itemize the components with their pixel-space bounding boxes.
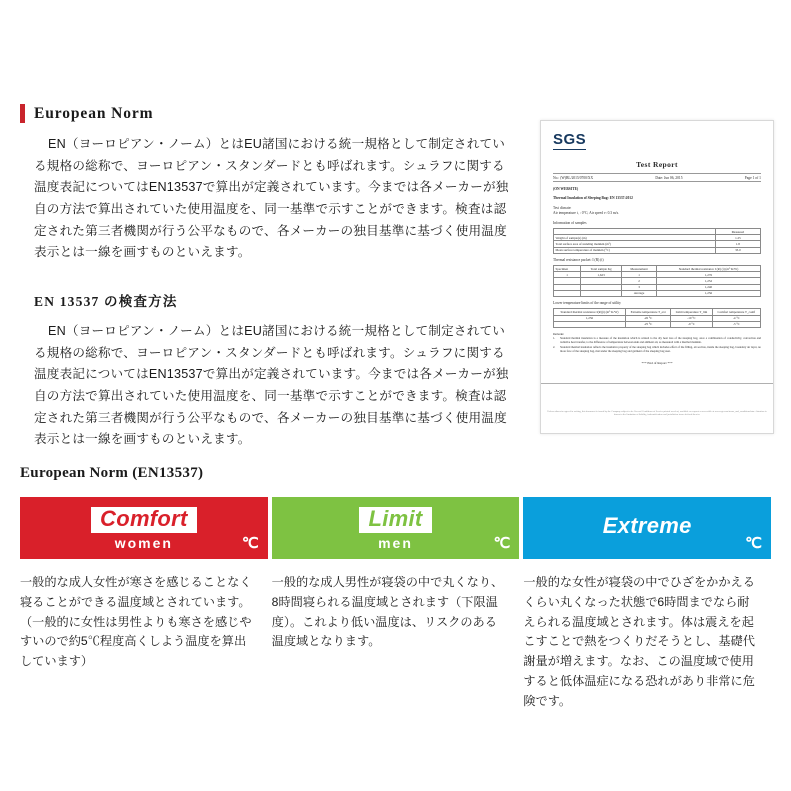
report-meta-page: Page 1 of 1 (744, 175, 761, 180)
limits-header: Comfort temperature T_comf (712, 309, 760, 315)
limits-cell: -9 °C (671, 321, 712, 327)
limits-cell: -10 °C (671, 315, 712, 321)
resistance-cell: 1 (554, 272, 581, 278)
table-row (554, 247, 761, 253)
report-note-number: 1. (553, 336, 556, 341)
report-divider (541, 383, 773, 410)
specimen-cell: Weight of sample(s) (m) (554, 235, 716, 241)
report-climate-line-2: Air temperature t₁ : 0°C; Air speed v: 0.3 m/s. (553, 211, 620, 216)
limits-header: Standard thermal resistance I(R)(t) (m²·K/W) (554, 309, 626, 315)
report-notes-heading: Remarks: (553, 331, 565, 336)
limits-cell: -3 °C (712, 321, 760, 327)
sgs-test-report-image (540, 120, 774, 434)
limits-cell: 1,256 (554, 315, 626, 321)
band-extreme-title-chip (603, 515, 692, 538)
band-comfort (20, 497, 268, 559)
report-end-marker: *** End of Report *** (641, 361, 673, 365)
paragraph-text: EN（ヨーロピアン・ノーム）とはEU諸国における統一規格として制定されている規格の総称で、ヨーロピアン・スタンダードとも呼ばれます。シュラフに関する温度表記についてはEN13537で算出が定義されています。今までは各メーカーが独自の方法で算出されていた使用温度を、同一基準で示すことができます。検査は認定された第三者機関が行う公平なもので、各メーカーの独目基準に基づく使用温度表示とは一線を画すものといえます。 (34, 137, 509, 260)
specimen-col-measured: Measured (715, 228, 760, 234)
lower-section (0, 465, 791, 711)
report-limits-heading: Lower temperature limits of the range of utility (553, 301, 621, 306)
resistance-cell: 3 (622, 284, 657, 290)
table-row (554, 321, 761, 327)
table-row (554, 290, 761, 296)
band-limit-title-chip (359, 507, 431, 533)
paragraph-en13537 (34, 321, 514, 451)
report-footer-text: Unless otherwise agreed in writing, this document is issued by the Company subject to its General Conditions of Service printed overleaf, available on request or accessible at www.sgs.com/terms_and_conditions.htm. Attention is drawn to the limitation of liability, indemnification and jurisdiction issues defined therein. (547, 410, 767, 417)
resistance-cell: 1,252 (656, 278, 760, 284)
band-extreme (523, 497, 771, 559)
resistance-cell (554, 290, 581, 296)
resistance-cell: 2 (622, 278, 657, 284)
band-limit (272, 497, 520, 559)
limits-cell (554, 321, 626, 327)
report-limits-table (553, 308, 761, 328)
report-meta-number: No.: (W)BL/2015/0700/XX (553, 175, 594, 180)
heading-accent-bar (20, 104, 25, 123)
resistance-header: Measurement (622, 266, 657, 272)
report-meta-date: Date: Jun 06, 2015 (655, 175, 683, 180)
top-section (0, 104, 791, 454)
report-resistance-table (553, 265, 761, 297)
resistance-header: Total sample Kg (581, 266, 622, 272)
limits-cell: -26 °C (625, 315, 670, 321)
specimen-cell: 1.8 (715, 241, 760, 247)
caption-comfort: 一般的な成人女性が寒さを感じることなく寝ることができる温度域とされています。（一般的に女性は男性よりも寒さを感じやすいので約5℃程度高くしよう温度を算出しています） (20, 575, 252, 669)
specimen-cell: 1.25 (715, 235, 760, 241)
degree-icon: ℃ (493, 535, 511, 552)
report-specimen-table (553, 228, 761, 254)
report-notes (553, 332, 761, 353)
lower-section-title: European Norm (EN13537) (20, 465, 204, 481)
heading-label: European Norm (34, 104, 154, 122)
resistance-cell: Average (622, 290, 657, 296)
specimen-cell: 33.0 (715, 247, 760, 253)
degree-icon: ℃ (241, 535, 259, 552)
section-heading-en13537: EN 13537 の検査方法 (34, 293, 178, 309)
report-title: Test Report (636, 160, 678, 169)
report-note-number: 2. (553, 344, 556, 349)
resistance-cell (581, 290, 622, 296)
band-comfort-subtitle: women (114, 534, 173, 551)
report-meta (553, 173, 761, 182)
caption-extreme: 一般的な女性が寝袋の中でひざをかかえるくらい丸くなった状態で6時間までなら耐えられる温度域とされます。体は震えを起こすことで熱をつくりだそうとし、基礎代謝量が増えます。なお、この温度域で使用すると低体温症になる恐れがあり非常に危険です。 (523, 575, 755, 708)
resistance-header: Standard thermal resistance I (R) (t) (m²·K/W) (656, 266, 760, 272)
limits-header: Limit temperature T_lim (671, 309, 712, 315)
resistance-cell: 1 (622, 272, 657, 278)
paragraph-text-2: EN（ヨーロピアン・ノーム）とはEU諸国における統一規格として制定されている規格の総称で、ヨーロピアン・スタンダードとも呼ばれます。シュラフに関する温度表記についてはEN13537で算出が定義されています。今までは各メーカーが独自の方法で算出されていた使用温度を、同一基準で示すことができます。検査は認定された第三者機関が行う公平なもので、各メーカーの独目基準に基づく使用温度表示とは一線を画すものといえます。 (34, 323, 509, 447)
resistance-cell: 1,623 (581, 272, 622, 278)
band-captions (20, 573, 771, 711)
caption-limit: 一般的な成人男性が寝袋の中で丸くなり、8時間寝られる温度域とされます（下限温度）。これより低い温度は、リスクのある温度域となります。 (271, 575, 504, 649)
band-extreme-title: Extreme (602, 513, 692, 538)
report-note-text: Standard thermal insulation is a measure of the insulation which is related to the dry heat loss of the sleeping bag, once a combination of conductivity, convection and radiative heat transfer, to the difference of temperature between skin and ambient air, as measured with a thermal manikin. (560, 336, 761, 345)
report-client-label: (ON WEBSITE) (553, 187, 579, 191)
resistance-header: Specimen (554, 266, 581, 272)
limits-header: Extreme temperature T_ext (625, 309, 670, 315)
specimen-cell: Mean surface temperature of manikin (°C) (554, 247, 716, 253)
report-resistance-heading: Thermal resistance packet: I (R) (t) (553, 257, 604, 262)
paragraph-european-norm (34, 134, 514, 264)
report-specimen-heading: Information of samples (553, 220, 587, 225)
report-subject: Thermal Insulation of Sleeping Bag: EN 13537:2012 (553, 196, 633, 201)
report-note (553, 345, 761, 353)
sgs-logo: SGS (553, 131, 587, 148)
specimen-cell: Total surface area of standing manikin (m²) (554, 241, 716, 247)
limits-cell: -4 °C (712, 315, 760, 321)
resistance-cell: 1,240 (656, 284, 760, 290)
resistance-cell: 1,256 (656, 290, 760, 296)
report-content (541, 121, 773, 373)
report-climate-line-1: Test climate: (553, 205, 572, 210)
report-note (553, 336, 761, 344)
degree-icon: ℃ (745, 535, 763, 552)
temperature-bands (20, 497, 771, 559)
band-limit-title: Limit (368, 505, 423, 531)
band-comfort-title: Comfort (100, 505, 188, 531)
band-limit-subtitle: men (378, 534, 413, 551)
band-comfort-title-chip (91, 507, 197, 533)
resistance-cell: 1,276 (656, 272, 760, 278)
limits-cell: -25 °C (625, 321, 670, 327)
report-note-text: Standard thermal insulation reflects the insulative property of the sleeping bag which includes effect of the filling, air section, inside the sleeping bag, boundary air layer, no more face of the sleeping bag, mat under the sleeping bag and garment of the sleeping bag user. (560, 344, 761, 353)
